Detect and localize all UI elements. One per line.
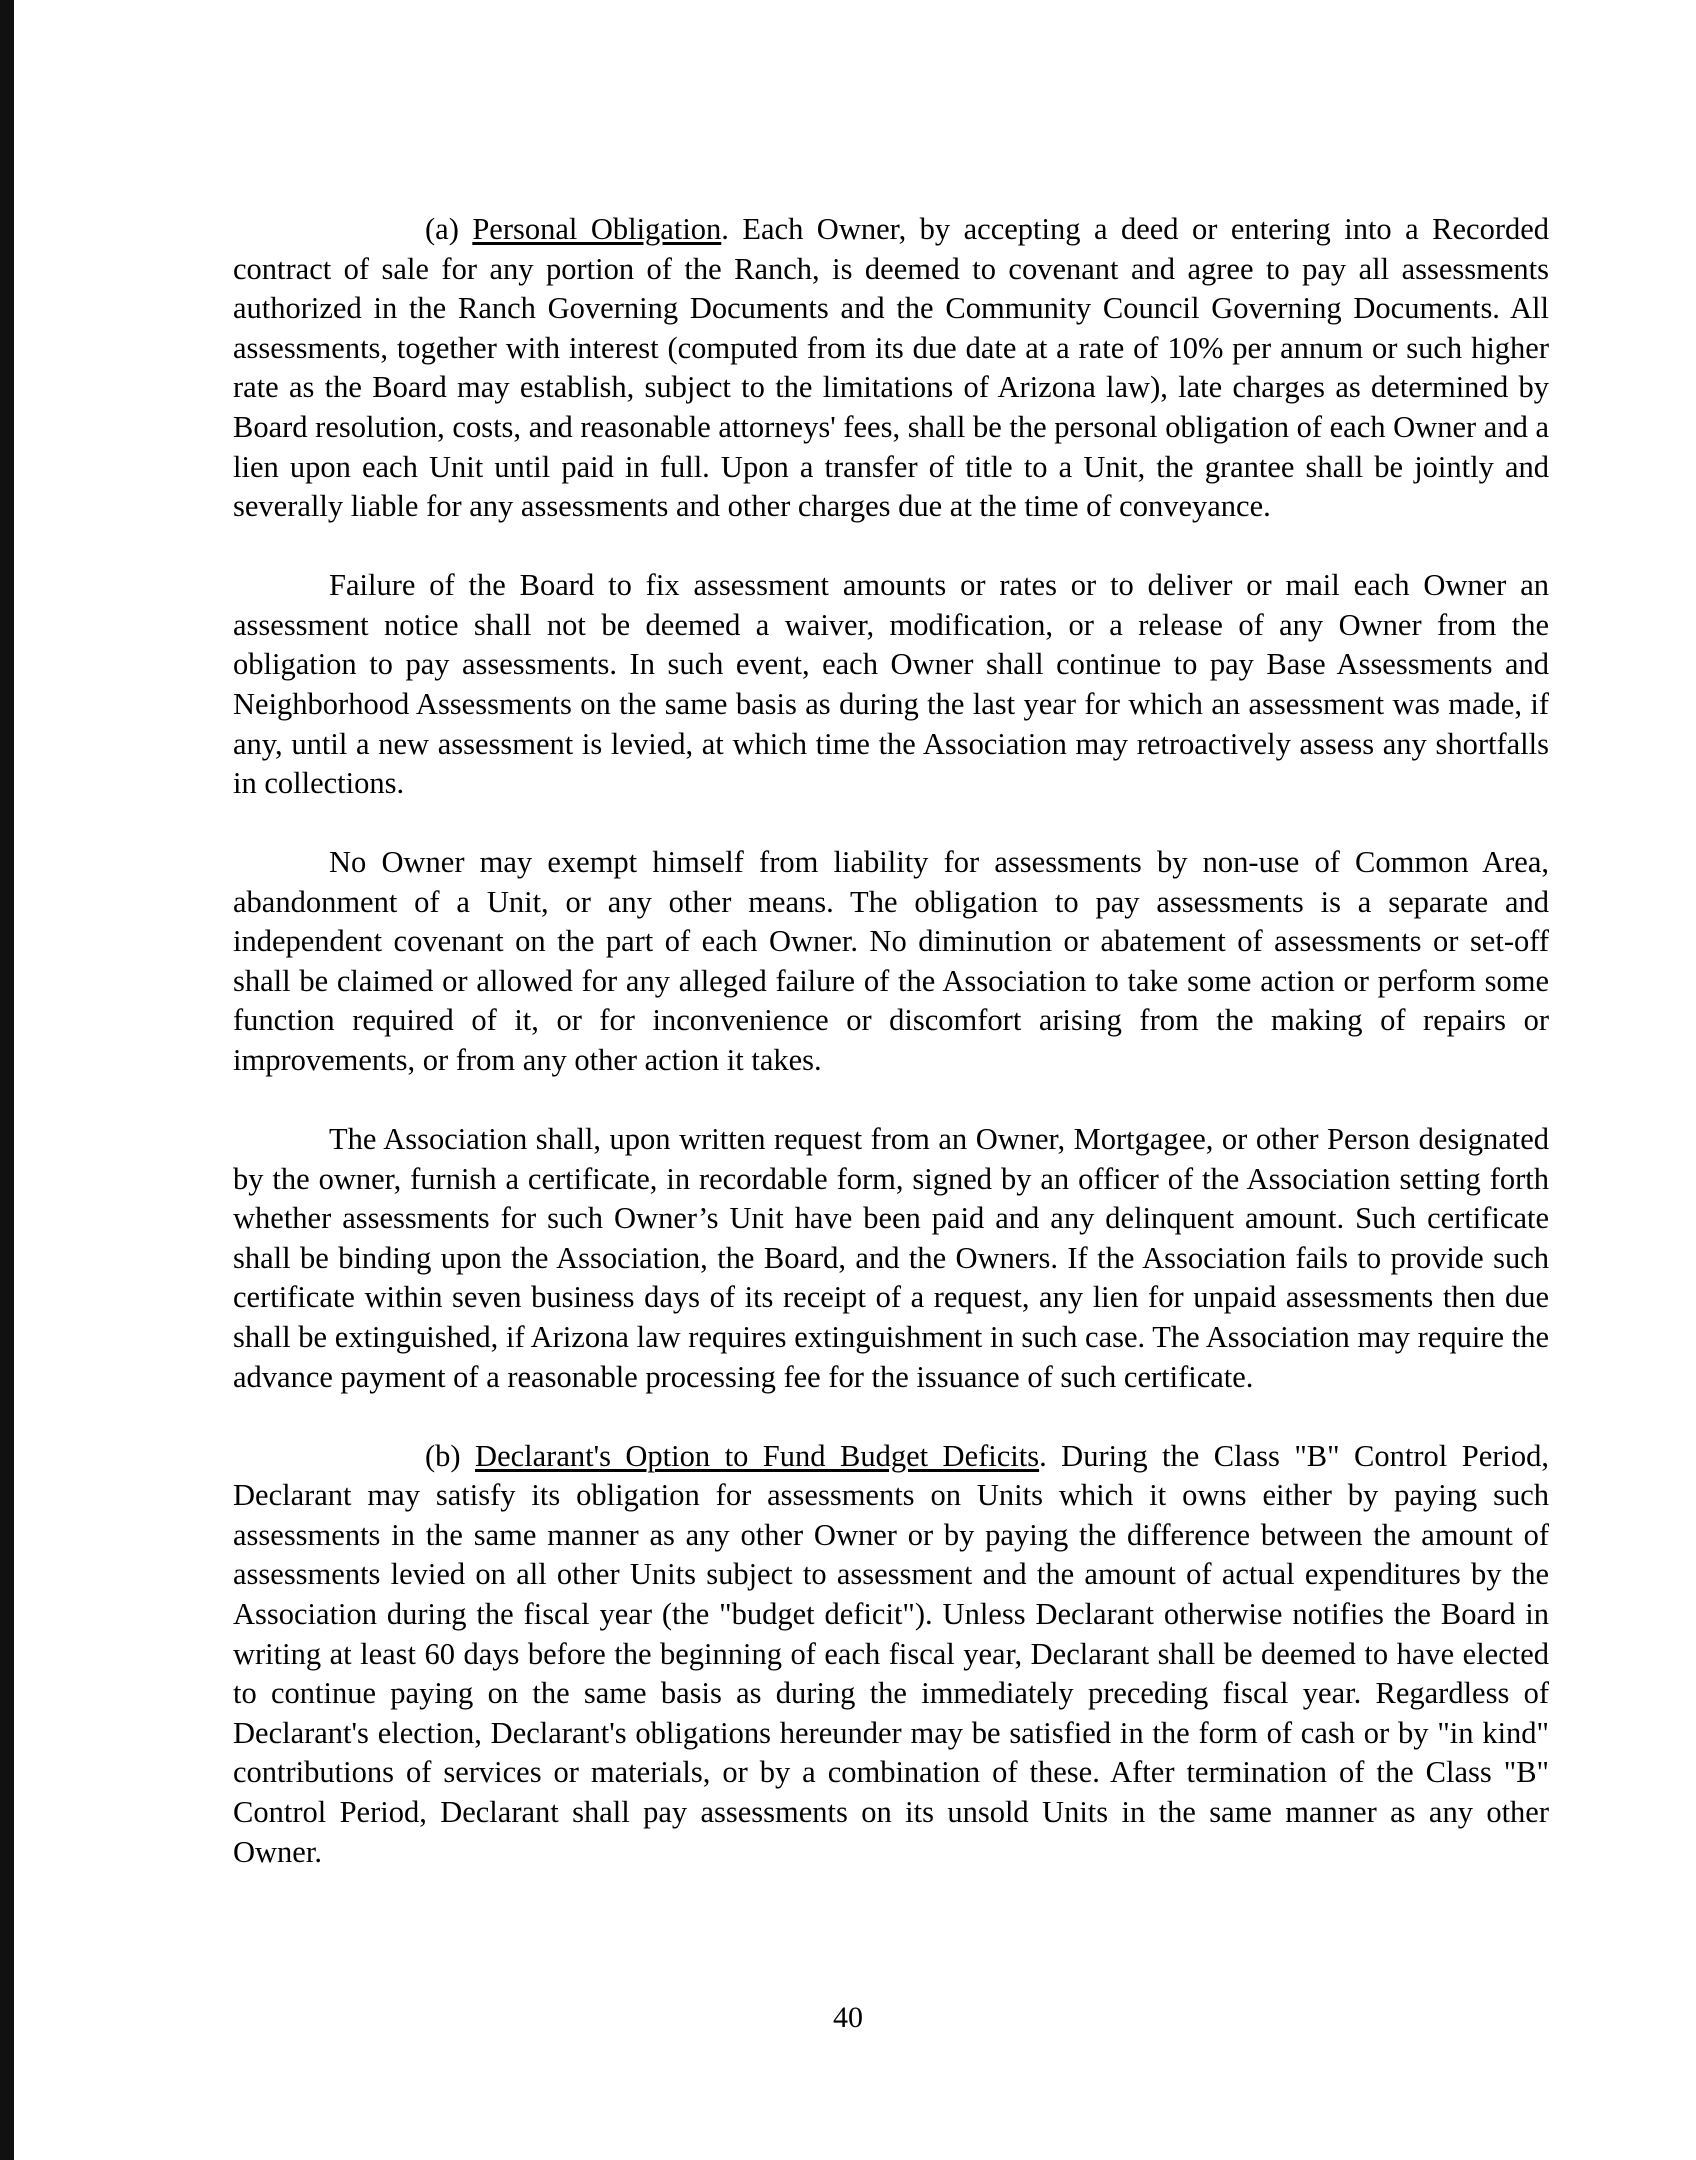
paragraph-text: . During the Class "B" Control Period, Declarant may satisfy its obligation for assessments on Units which it owns either by paying such assessments in the same manner as any other Owner or by paying the difference between the amount of assessments levied on all other Units subject to assessment and the amount of actual expenditures by the Association during the fiscal year (the "budget deficit"). Unless Declarant otherwise notifies the Board in writing at least 60 days before the beginning of each fiscal year, Declarant shall be deemed to have elected to continue paying on the same basis as during the immediately preceding fiscal year. Regardless of Declarant's election, Declarant's obligations hereunder may be satisfied in the form of cash or by "in kind" contributions of services or materials, or by a combination of these. After termination of the Class "B" Control Period, Declarant shall pay assessments on its unsold Units in the same manner as any other Owner. (233, 1438, 1549, 1869)
page-number: 40 (833, 2001, 863, 2034)
paragraph-no-exemption (233, 843, 1549, 1081)
paragraph-text: Failure of the Board to fix assessment amounts or rates or to deliver or mail each Owner an assessment notice shall not be deemed a waiver, modification, or a release of any Owner from the obligation to pay assessments. In such event, each Owner shall continue to pay Base Assessments and Neighborhood Assessments on the same basis as during the last year for which an assessment was made, if any, until a new assessment is levied, at which time the Association may retroactively assess any shortfalls in collections. (233, 568, 1549, 801)
paragraph-certificate (233, 1120, 1549, 1397)
paragraph-text: The Association shall, upon written request from an Owner, Mortgagee, or other Person designated by the owner, furnish a certificate, in recordable form, signed by an officer of the Association setting forth whether assessments for such Owner’s Unit have been paid and any delinquent amount. Such certificate shall be binding upon the Association, the Board, and the Owners. If the Association fails to provide such certificate within seven business days of its receipt of a request, any lien for unpaid assessments then due shall be extinguished, if Arizona law requires extinguishment in such case. The Association may require the advance payment of a reasonable processing fee for the issuance of such certificate. (233, 1122, 1549, 1394)
scan-edge (0, 0, 14, 2160)
section-label: (a) (425, 212, 459, 246)
paragraph-text: No Owner may exempt himself from liability for assessments by non-use of Common Area, abandonment of a Unit, or any other means. The obligation to pay assessments is a separate and independent covenant on the part of each Owner. No diminution or abatement of assessments or set-off shall be claimed or allowed for any alleged failure of the Association to take some action or perform some function required of it, or for inconvenience or discomfort arising from the making of repairs or improvements, or from any other action it takes. (233, 845, 1549, 1078)
paragraph-failure-of-board (233, 566, 1549, 804)
paragraph-personal-obligation (233, 210, 1549, 527)
paragraph-text: . Each Owner, by accepting a deed or entering into a Recorded contract of sale for any portion of the Ranch, is deemed to covenant and agree to pay all assessments authorized in the Ranch Governing Documents and the Community Council Governing Documents. All assessments, together with interest (computed from its due date at a rate of 10% per annum or such higher rate as the Board may establish, subject to the limitations of Arizona law), late charges as determined by Board resolution, costs, and reasonable attorneys' fees, shall be the personal obligation of each Owner and a lien upon each Unit until paid in full. Upon a transfer of title to a Unit, the grantee shall be jointly and severally liable for any assessments and other charges due at the time of conveyance. (233, 212, 1550, 524)
section-heading: Declarant's Option to Fund Budget Deficits (475, 1438, 1040, 1473)
section-label: (b) (425, 1438, 461, 1473)
section-heading: Personal Obligation (472, 212, 722, 246)
paragraph-budget-deficits (233, 1437, 1549, 1873)
document-body (233, 210, 1549, 1912)
